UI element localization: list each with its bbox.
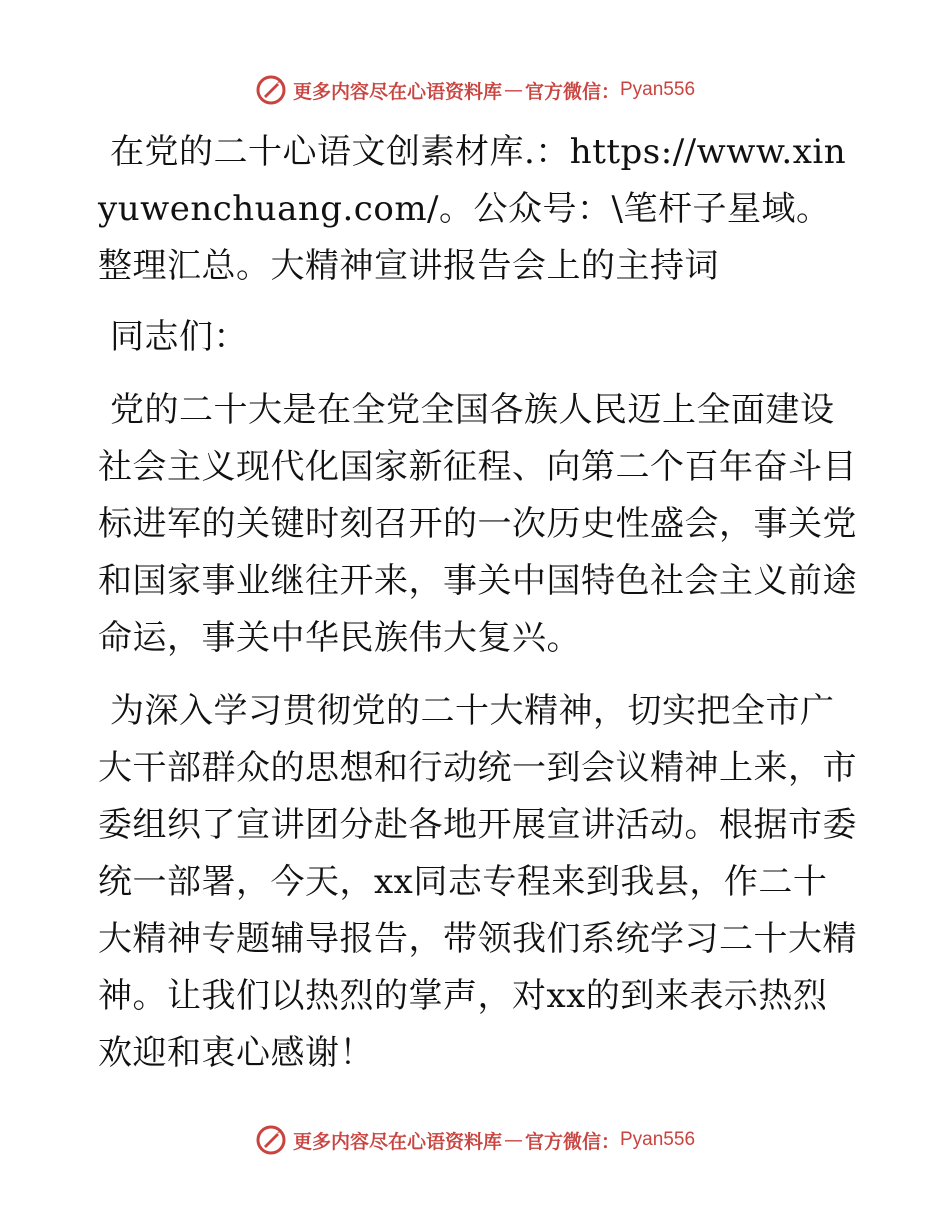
banner-dash: — [503, 79, 523, 101]
banner-official-label: 官方微信： [524, 80, 620, 103]
banner-title: 更多内容尽在心语资料库 [292, 80, 502, 103]
paragraph-2: 为深入学习贯彻党的二十大精神，切实把全市广大干部群众的思想和行动统一到会议精神上来，市委组织了宣讲团分赴各地开展宣讲活动。根据市委统一部署，今天，xx同志专程来到我县，作二十大精神专题辅导报告，带领我们系统学习二十大精神。让我们以热烈的掌声，对xx的到来表示热烈欢迎和衷心感谢！ [98, 691, 857, 1073]
paragraph-1: 党的二十大是在全党全国各族人民迈上全面建设社会主义现代化国家新征程、向第二个百年奋斗目标进军的关键时刻召开的一次历史性盛会，事关党和国家事业继往开来，事关中国特色社会主义前途命运，事关中华民族伟大复兴。 [98, 390, 857, 658]
quill-logo-icon [255, 1124, 287, 1156]
banner-official-label: 官方微信： [524, 1130, 620, 1153]
header-banner [0, 70, 950, 110]
banner-dash: — [503, 1129, 523, 1151]
banner-title: 更多内容尽在心语资料库 [292, 1130, 502, 1153]
greeting: 同志们： [110, 317, 248, 357]
intro-paragraph: 在党的二十心语文创素材库.：https://www.xinyuwenchuang.com/。公众号：\笔杆子星域。整理汇总。大精神宣讲报告会上的主持词 [98, 132, 847, 286]
banner-wechat-id: Pyan556 [620, 1129, 696, 1150]
footer-banner [0, 1120, 950, 1160]
document-body [98, 124, 858, 1082]
quill-logo-icon [255, 74, 287, 106]
banner-wechat-id: Pyan556 [620, 79, 696, 100]
